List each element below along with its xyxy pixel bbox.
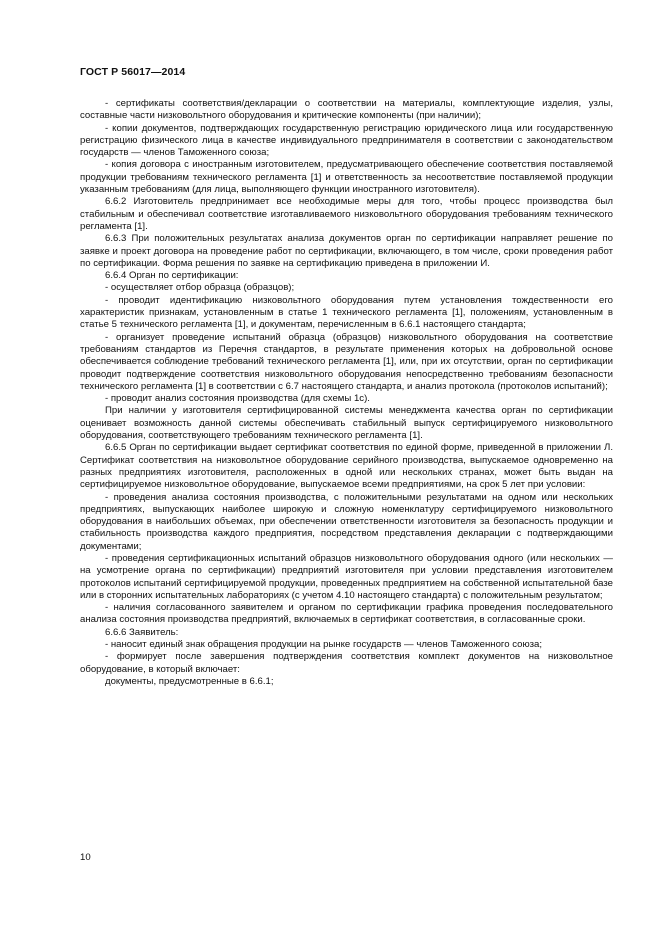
document-body xyxy=(80,98,613,688)
paragraph: 6.6.4 Орган по сертификации: xyxy=(105,270,239,282)
paragraph: - наличия согласованного заявителем и органом по сертификации графика проведения последовательного анализа состояния производства предприятий, включаемых в сертификат соответствия, в согласованные сроки. xyxy=(80,602,613,626)
paragraph: - наносит единый знак обращения продукции на рынке государств — членов Таможенного союза; xyxy=(105,639,543,651)
paragraph: - проведения анализа состояния производства, с положительными результатами на одном или нескольких предприятиях, выпускающих наиболее широкую и сложную номенклатуру сертифицируемого низковольтного оборудования в наибольших объемах, при обеспечении ответственности изготовителя за безопасность продукции и стабильность производства каждого предприятия, посредством представления декларации с подтверждающими документами; xyxy=(80,491,613,552)
paragraph: - копии документов, подтверждающих государственную регистрацию юридического лица или государственную регистрацию физического лица в качестве индивидуального предпринимателя в соответствии с законодательством государств — членов Таможенного союза; xyxy=(80,122,613,159)
paragraph: - проводит анализ состояния производства (для схемы 1с). xyxy=(105,393,370,405)
paragraph: При наличии у изготовителя сертифицированной системы менеджмента качества орган по сертификации оценивает возможность данной системы обеспечивать стабильный выпуск сертифицируемого низковольтного оборудования, соответствующего требованиям технического регламента [1]. xyxy=(80,405,613,442)
paragraph: 6.6.6 Заявитель: xyxy=(105,626,179,638)
paragraph: 6.6.5 Орган по сертификации выдает сертификат соответствия по единой форме, приведенной в приложении Л. Сертификат соответствия на низковольтное оборудование серийного производства, выпускаемое одновременно на разных предприятиях изготовителя, расположенных в одной или нескольких странах, может быть выдан на сертифицируемое низковольтное оборудование, выпускаемое всеми предприятиями, на срок 5 лет при условии: xyxy=(80,442,613,491)
paragraph: - копия договора с иностранным изготовителем, предусматривающего обеспечение соответствия поставляемой продукции требованиям технического регламента [1] и ответственность за несоответствие поставляемой продукции указанным требованиям (для лица, выполняющего функции иностранного изготовителя). xyxy=(80,159,613,196)
paragraph: - проводит идентификацию низковольтного оборудования путем установления тождественности его характеристик признакам, установленным в статье 1 технического регламента [1], положениям, установленным в статье 5 технического регламента [1], и документам, перечисленным в 6.6.1 настоящего стандарта; xyxy=(80,294,613,331)
paragraph: 6.6.2 Изготовитель предпринимает все необходимые меры для того, чтобы процесс производства был стабильным и обеспечивал соответствие изготавливаемого низковольтного оборудования требованиям технического регламента [1]. xyxy=(80,196,613,232)
paragraph: - сертификаты соответствия/декларации о соответствии на материалы, комплектующие изделия, узлы, составные части низковольтного оборудования и критические компоненты (при наличии); xyxy=(80,98,613,122)
paragraph: - формирует после завершения подтверждения соответствия комплект документов на низковольтное оборудование, в который включает: xyxy=(80,651,613,675)
page-number: 10 xyxy=(80,852,91,863)
paragraph: документы, предусмотренные в 6.6.1; xyxy=(105,675,274,687)
paragraph: - проведения сертификационных испытаний образцов низковольтного оборудования одного (или нескольких — на усмотрение органа по сертификации) предприятий изготовителя при условии представления изготовителем протоколов испытаний сертифицируемой продукции, проведенных предприятием на собственной испытательной базе или в сторонних испытательных лабораториях (с учетом 4.10 настоящего стандарта) с положительным результатом; xyxy=(80,552,613,601)
paragraph: - осуществляет отбор образца (образцов); xyxy=(105,282,295,294)
document-header: ГОСТ Р 56017—2014 xyxy=(80,66,186,78)
paragraph: 6.6.3 При положительных результатах анализа документов орган по сертификации направляет решение по заявке и проект договора на проведение работ по сертификации, включающего, в том числе, сроки проведения работ по сертификации. Форма решения по заявке на сертификацию приведена в приложении И. xyxy=(80,233,613,269)
paragraph: - организует проведение испытаний образца (образцов) низковольтного оборудования на соответствие требованиям стандартов из Перечня стандартов, в результате применения которых на добровольной основе обеспечивается соблюдение требований технического регламента [1], или, при их отсутствии, орган по сертификации проводит подтверждение соответствия низковольтного оборудования непосредственно требованиям безопасности технического регламента [1] в соответствии с 6.7 настоящего стандарта, и анализ протокола (протоколов испытаний); xyxy=(80,331,613,392)
